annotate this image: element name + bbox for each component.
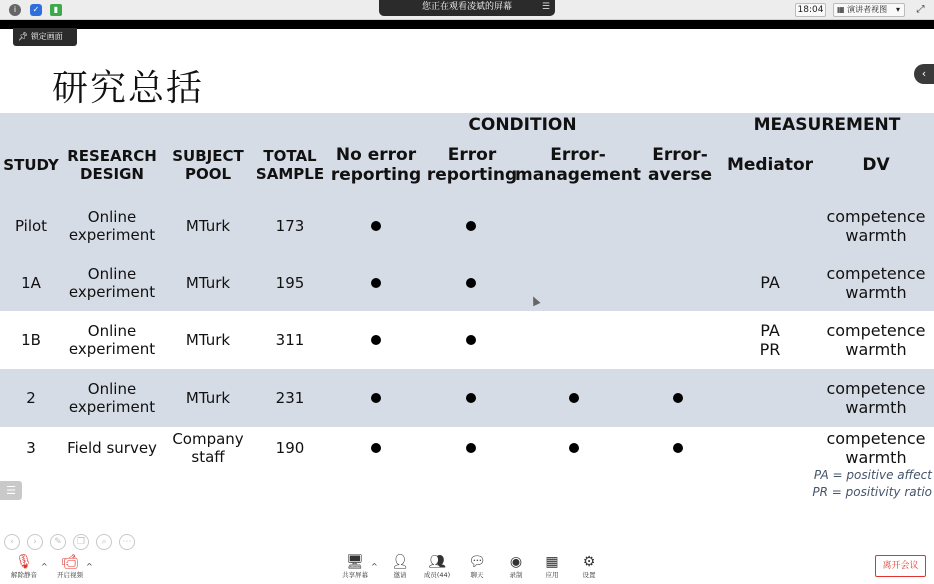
header-line: POOL <box>184 165 232 183</box>
mic-muted-icon: 🎙︎ <box>15 554 33 570</box>
settings-label: 设置 <box>582 571 596 579</box>
condition-dot-averse <box>673 393 683 403</box>
header-line: Error <box>447 144 497 165</box>
grid-view-icon: ▦ <box>837 5 848 14</box>
chevron-left-icon[interactable]: ‹ <box>914 64 934 84</box>
start-video-button[interactable] <box>50 553 90 580</box>
list-icon[interactable]: ☰ <box>0 481 22 500</box>
settings-button[interactable] <box>569 553 609 580</box>
condition-dot-no-error <box>371 335 381 345</box>
cell-line: 3 <box>26 439 36 457</box>
people-icon: 👥︎ <box>428 554 446 570</box>
cell-design <box>62 197 162 255</box>
lock-screen-button[interactable] <box>13 28 77 46</box>
prev-icon[interactable]: ‹ <box>4 534 20 550</box>
header-line: reporting <box>426 165 518 185</box>
cell-line: experiment <box>68 340 156 358</box>
invite-label: 邀请 <box>393 571 407 579</box>
cell-line: 1A <box>21 274 41 292</box>
condition-dot-error <box>466 221 476 231</box>
cell-line: PR <box>759 340 781 359</box>
header-line: SUBJECT <box>172 147 244 165</box>
pen-icon[interactable]: ✎ <box>50 534 66 550</box>
cell-line: competence <box>826 378 926 398</box>
cell-mediator <box>722 369 818 427</box>
table-row <box>0 369 934 427</box>
viewing-banner[interactable] <box>379 0 555 16</box>
apps-icon: ▦ <box>545 554 559 570</box>
cell-line: 173 <box>275 217 305 235</box>
col-header-study: STUDY <box>3 156 59 174</box>
header-line: TOTAL <box>263 147 317 165</box>
record-label: 录制 <box>509 571 523 579</box>
cell-dv <box>818 311 934 369</box>
cell-design <box>62 255 162 311</box>
camera-off-icon: 📹︎ <box>61 554 79 570</box>
condition-dot-management <box>569 393 579 403</box>
play-icon[interactable]: › <box>27 534 43 550</box>
condition-dot-no-error <box>371 393 381 403</box>
col-header-no-error-reporting <box>326 143 426 187</box>
more-icon[interactable]: ⋯ <box>119 534 135 550</box>
col-header-error-reporting <box>426 143 518 187</box>
chevron-up-icon[interactable]: ^ <box>371 562 378 571</box>
cell-study <box>0 369 62 427</box>
cell-sample <box>254 369 326 427</box>
lock-screen-label: 锁定画面 <box>30 32 63 41</box>
cell-line: 2 <box>26 389 36 407</box>
header-line: No error <box>335 144 417 165</box>
legend-pr: PR = positivity ratio <box>812 485 932 499</box>
cell-line: 190 <box>275 439 305 457</box>
cell-line: Field survey <box>67 439 157 457</box>
start-video-label: 开启视频 <box>57 571 83 579</box>
clock-time: 18:04 <box>795 3 826 17</box>
cell-design <box>62 311 162 369</box>
add-person-icon: 👤︎ <box>391 554 409 570</box>
condition-dot-averse <box>673 443 683 453</box>
apps-label: 应用 <box>545 571 559 579</box>
cell-line: 195 <box>275 274 305 292</box>
cell-sample <box>254 197 326 255</box>
members-label: 成员(44) <box>423 571 451 579</box>
chat-label: 聊天 <box>470 571 484 579</box>
cell-pool <box>162 311 254 369</box>
chevron-down-icon: ▾ <box>895 5 900 14</box>
cell-study <box>0 255 62 311</box>
header-line: DESIGN <box>80 165 144 183</box>
cell-line: staff <box>191 448 225 466</box>
condition-dot-management <box>569 443 579 453</box>
shield-icon[interactable]: ✓ <box>30 4 42 16</box>
table-row <box>0 255 934 311</box>
header-line: averse <box>647 165 713 185</box>
unmute-button[interactable] <box>4 553 44 580</box>
info-icon[interactable]: i <box>9 4 21 16</box>
chevron-up-icon[interactable]: ^ <box>86 562 93 571</box>
cell-line: warmth <box>845 226 907 245</box>
condition-dot-no-error <box>371 221 381 231</box>
cell-line: PA <box>760 320 780 340</box>
cell-line: 231 <box>275 389 305 407</box>
cell-study <box>0 311 62 369</box>
cell-design <box>62 427 162 469</box>
cell-mediator <box>722 427 818 469</box>
cell-line: Company <box>172 430 244 448</box>
record-button[interactable] <box>496 553 536 580</box>
condition-dot-error <box>466 335 476 345</box>
meeting-toolbar <box>0 550 934 584</box>
gear-icon: ⚙ <box>582 554 596 570</box>
table-row <box>0 197 934 255</box>
chat-button[interactable] <box>457 553 497 580</box>
cell-line: MTurk <box>185 217 231 235</box>
cell-pool <box>162 369 254 427</box>
col-header-mediator: Mediator <box>726 154 814 175</box>
col-header-dv: DV <box>862 154 890 175</box>
cell-line: PA <box>760 273 780 293</box>
slide-title: 研究总括 <box>52 68 205 109</box>
chevron-up-icon[interactable]: ^ <box>41 562 48 571</box>
cell-line: warmth <box>845 448 907 467</box>
cell-pool <box>162 197 254 255</box>
col-header-research-design <box>62 143 162 187</box>
cell-dv <box>818 197 934 255</box>
cell-line: 311 <box>275 331 305 349</box>
cell-line: Pilot <box>14 217 48 235</box>
cell-line: 1B <box>21 331 41 349</box>
chat-icon: 💬︎ <box>468 554 486 570</box>
cell-line: Online <box>87 265 137 283</box>
cell-line: warmth <box>845 398 907 417</box>
table-row <box>0 311 934 369</box>
table-row <box>0 427 934 469</box>
cell-line: warmth <box>845 340 907 359</box>
legend-pa: PA = positive affect <box>813 468 932 482</box>
cell-line: MTurk <box>185 274 231 292</box>
view-mode-label: 演讲者视图 <box>847 5 888 14</box>
header-line: Error- <box>550 144 606 165</box>
cell-pool <box>162 427 254 469</box>
condition-dot-error <box>466 443 476 453</box>
unmute-label: 解除静音 <box>11 571 37 579</box>
cell-mediator <box>722 255 818 311</box>
condition-dot-error <box>466 278 476 288</box>
screen-share-icon: 🖥︎ <box>346 554 364 570</box>
cell-line: MTurk <box>185 389 231 407</box>
header-line: RESEARCH <box>67 147 157 165</box>
cell-line: experiment <box>68 398 156 416</box>
share-screen-label: 共享屏幕 <box>342 571 368 579</box>
condition-dot-no-error <box>371 443 381 453</box>
col-header-subject-pool <box>162 143 254 187</box>
cell-sample <box>254 311 326 369</box>
cell-mediator <box>722 311 818 369</box>
cell-line: Online <box>87 322 137 340</box>
cell-line: experiment <box>68 283 156 301</box>
cell-dv <box>818 369 934 427</box>
menu-icon[interactable]: ☰ <box>541 2 550 12</box>
condition-dot-no-error <box>371 278 381 288</box>
header-line: Error- <box>652 144 708 165</box>
condition-dot-error <box>466 393 476 403</box>
zoom-icon[interactable]: ⌕ <box>96 534 112 550</box>
view-mode-select[interactable] <box>833 3 905 17</box>
cell-study <box>0 427 62 469</box>
cell-mediator <box>722 197 818 255</box>
header-line: SAMPLE <box>255 165 325 183</box>
col-header-total-sample <box>254 143 326 187</box>
cell-line: experiment <box>68 226 156 244</box>
pin-icon: 📌︎ <box>18 32 29 41</box>
members-button[interactable] <box>417 553 457 580</box>
viewing-banner-text: 您正在观看凌斌的屏幕 <box>421 2 512 12</box>
study-summary-table <box>0 113 934 499</box>
header-line: reporting <box>330 165 422 185</box>
cell-dv <box>818 427 934 469</box>
cell-line: competence <box>826 320 926 340</box>
invite-button[interactable] <box>380 553 420 580</box>
cell-line: competence <box>826 428 926 448</box>
measurement-group-header: MEASUREMENT <box>753 114 901 135</box>
col-header-error-averse <box>638 143 722 187</box>
cell-line: competence <box>826 263 926 283</box>
cell-pool <box>162 255 254 311</box>
signal-icon[interactable]: ▮ <box>50 4 62 16</box>
condition-group-header: CONDITION <box>468 114 577 135</box>
cell-line: Online <box>87 380 137 398</box>
cell-study <box>0 197 62 255</box>
cell-dv <box>818 255 934 311</box>
cell-design <box>62 369 162 427</box>
cell-sample <box>254 255 326 311</box>
share-screen-button[interactable] <box>335 553 375 580</box>
apps-button[interactable] <box>532 553 572 580</box>
copy-icon[interactable]: ❐ <box>73 534 89 550</box>
record-icon: ◉ <box>509 554 523 570</box>
cell-line: warmth <box>845 283 907 302</box>
screen-share-border <box>0 20 934 29</box>
cell-line: Online <box>87 208 137 226</box>
col-header-error-management <box>515 143 641 187</box>
fullscreen-icon[interactable]: ⤢ <box>916 4 925 15</box>
cell-line: competence <box>826 206 926 226</box>
header-line: management <box>515 165 641 185</box>
leave-meeting-button[interactable]: 离开会议 <box>875 555 926 577</box>
cell-line: MTurk <box>185 331 231 349</box>
cell-sample <box>254 427 326 469</box>
